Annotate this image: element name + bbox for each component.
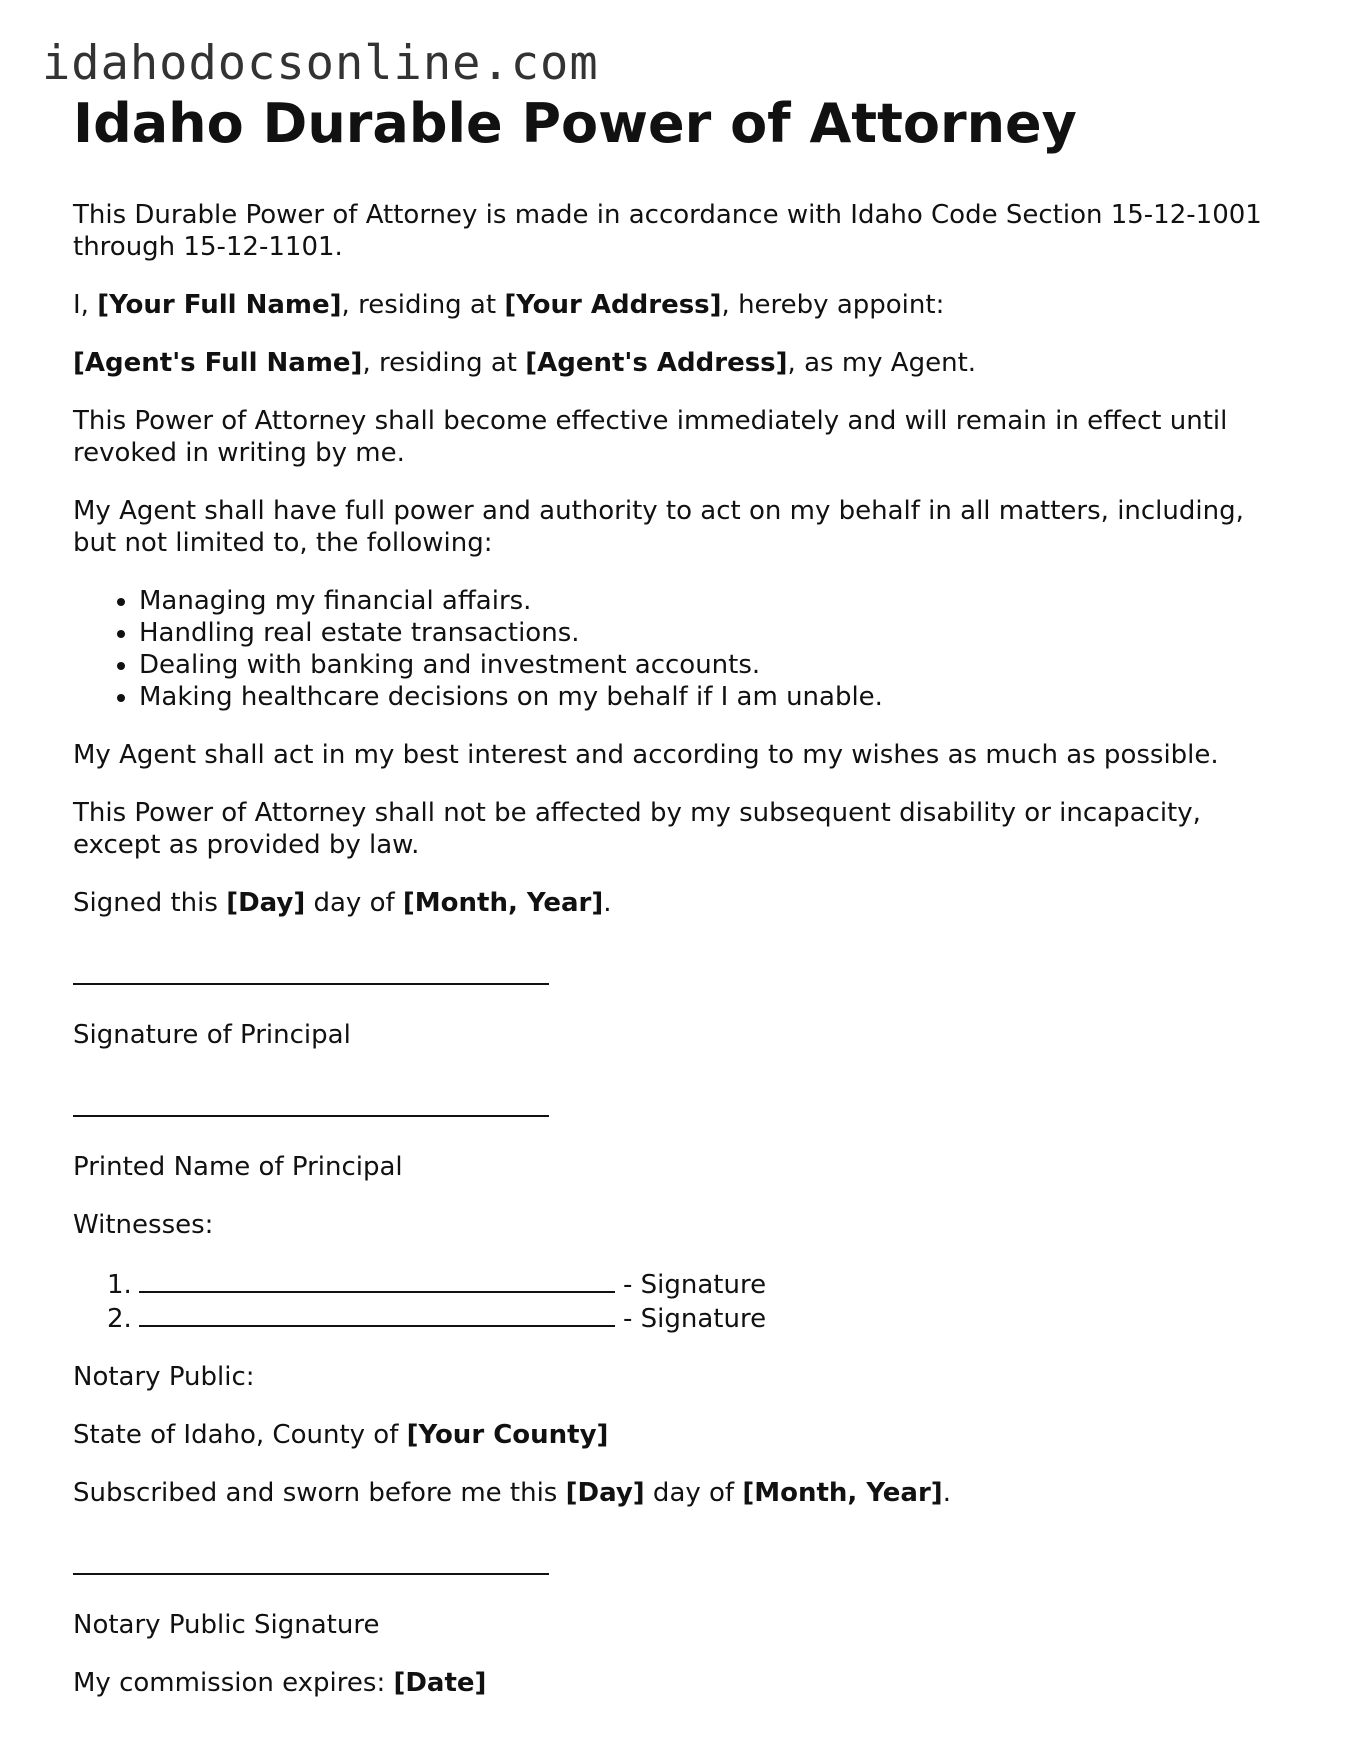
document-body [73, 92, 1263, 1725]
witness-signature-suffix: - Signature [623, 1269, 767, 1300]
witness-item-1 [107, 1267, 1263, 1301]
witness-number: 2. [107, 1303, 132, 1334]
list-item: • Making healthcare decisions on my behalf if I am unable. [139, 681, 1263, 713]
appoint-mid: , residing at [341, 289, 505, 320]
powers-list [73, 585, 1263, 713]
printed-name-line[interactable] [73, 1091, 549, 1117]
county-placeholder: [Your County] [406, 1419, 609, 1450]
list-item: • Managing my financial affairs. [139, 585, 1263, 617]
witness-list [73, 1267, 1263, 1335]
powers-intro-paragraph: My Agent shall have full power and authority to act on my behalf in all matters, including, but not limited to, the following: [73, 495, 1244, 558]
sworn-month-year-placeholder: [Month, Year] [742, 1477, 943, 1508]
principal-address-placeholder: [Your Address] [504, 289, 722, 320]
site-watermark: idahodocsonline.com [42, 36, 599, 91]
sworn-paragraph [73, 1477, 1263, 1509]
appointment-paragraph [73, 289, 1263, 321]
agent-address-placeholder: [Agent's Address] [525, 347, 788, 378]
effective-paragraph: This Power of Attorney shall become effective immediately and will remain in effect until revoked in writing by me. [73, 405, 1228, 468]
principal-name-placeholder: [Your Full Name] [97, 289, 342, 320]
list-item: • Dealing with banking and investment accounts. [139, 649, 1263, 681]
sworn-prefix: Subscribed and sworn before me this [73, 1477, 566, 1508]
notary-label: Notary Public: [73, 1361, 255, 1392]
commission-date-placeholder: [Date] [393, 1667, 487, 1698]
principal-signature-line-block [73, 945, 1263, 993]
appoint-prefix: I, [73, 289, 98, 320]
witness-signature-line-1[interactable] [139, 1267, 615, 1293]
notary-signature-line-block [73, 1535, 1263, 1583]
county-paragraph [73, 1419, 1263, 1451]
agent-name-placeholder: [Agent's Full Name] [73, 347, 363, 378]
notary-signature-label: Notary Public Signature [73, 1609, 380, 1640]
signed-suffix: . [603, 887, 612, 918]
witnesses-label: Witnesses: [73, 1209, 214, 1240]
signed-date-paragraph [73, 887, 1263, 919]
county-prefix: State of Idaho, County of [73, 1419, 407, 1450]
witness-number: 1. [107, 1269, 132, 1300]
document-title: Idaho Durable Power of Attorney [73, 92, 1077, 155]
sworn-mid: day of [644, 1477, 743, 1508]
printed-name-label: Printed Name of Principal [73, 1151, 403, 1182]
commission-paragraph [73, 1667, 1263, 1699]
witness-signature-suffix: - Signature [623, 1303, 767, 1334]
principal-signature-line[interactable] [73, 959, 549, 985]
witness-item-2 [107, 1301, 1263, 1335]
signed-prefix: Signed this [73, 887, 227, 918]
best-interest-paragraph: My Agent shall act in my best interest and according to my wishes as much as possible. [73, 739, 1219, 770]
sworn-suffix: . [942, 1477, 951, 1508]
signed-month-year-placeholder: [Month, Year] [402, 887, 604, 918]
intro-paragraph: This Durable Power of Attorney is made in accordance with Idaho Code Section 15-12-1001 through 15-12-1101. [73, 199, 1262, 262]
witness-signature-line-2[interactable] [139, 1301, 615, 1327]
list-item: • Handling real estate transactions. [139, 617, 1263, 649]
appoint-suffix: , hereby appoint: [721, 289, 945, 320]
sworn-day-placeholder: [Day] [565, 1477, 645, 1508]
agent-mid: , residing at [362, 347, 526, 378]
printed-name-line-block [73, 1077, 1263, 1125]
durability-paragraph: This Power of Attorney shall not be affected by my subsequent disability or incapacity, except as provided by law. [73, 797, 1201, 860]
notary-signature-line[interactable] [73, 1549, 549, 1575]
signature-principal-label: Signature of Principal [73, 1019, 351, 1050]
agent-suffix: , as my Agent. [787, 347, 977, 378]
agent-paragraph [73, 347, 1263, 379]
signed-mid: day of [305, 887, 403, 918]
signed-day-placeholder: [Day] [226, 887, 306, 918]
commission-prefix: My commission expires: [73, 1667, 394, 1698]
